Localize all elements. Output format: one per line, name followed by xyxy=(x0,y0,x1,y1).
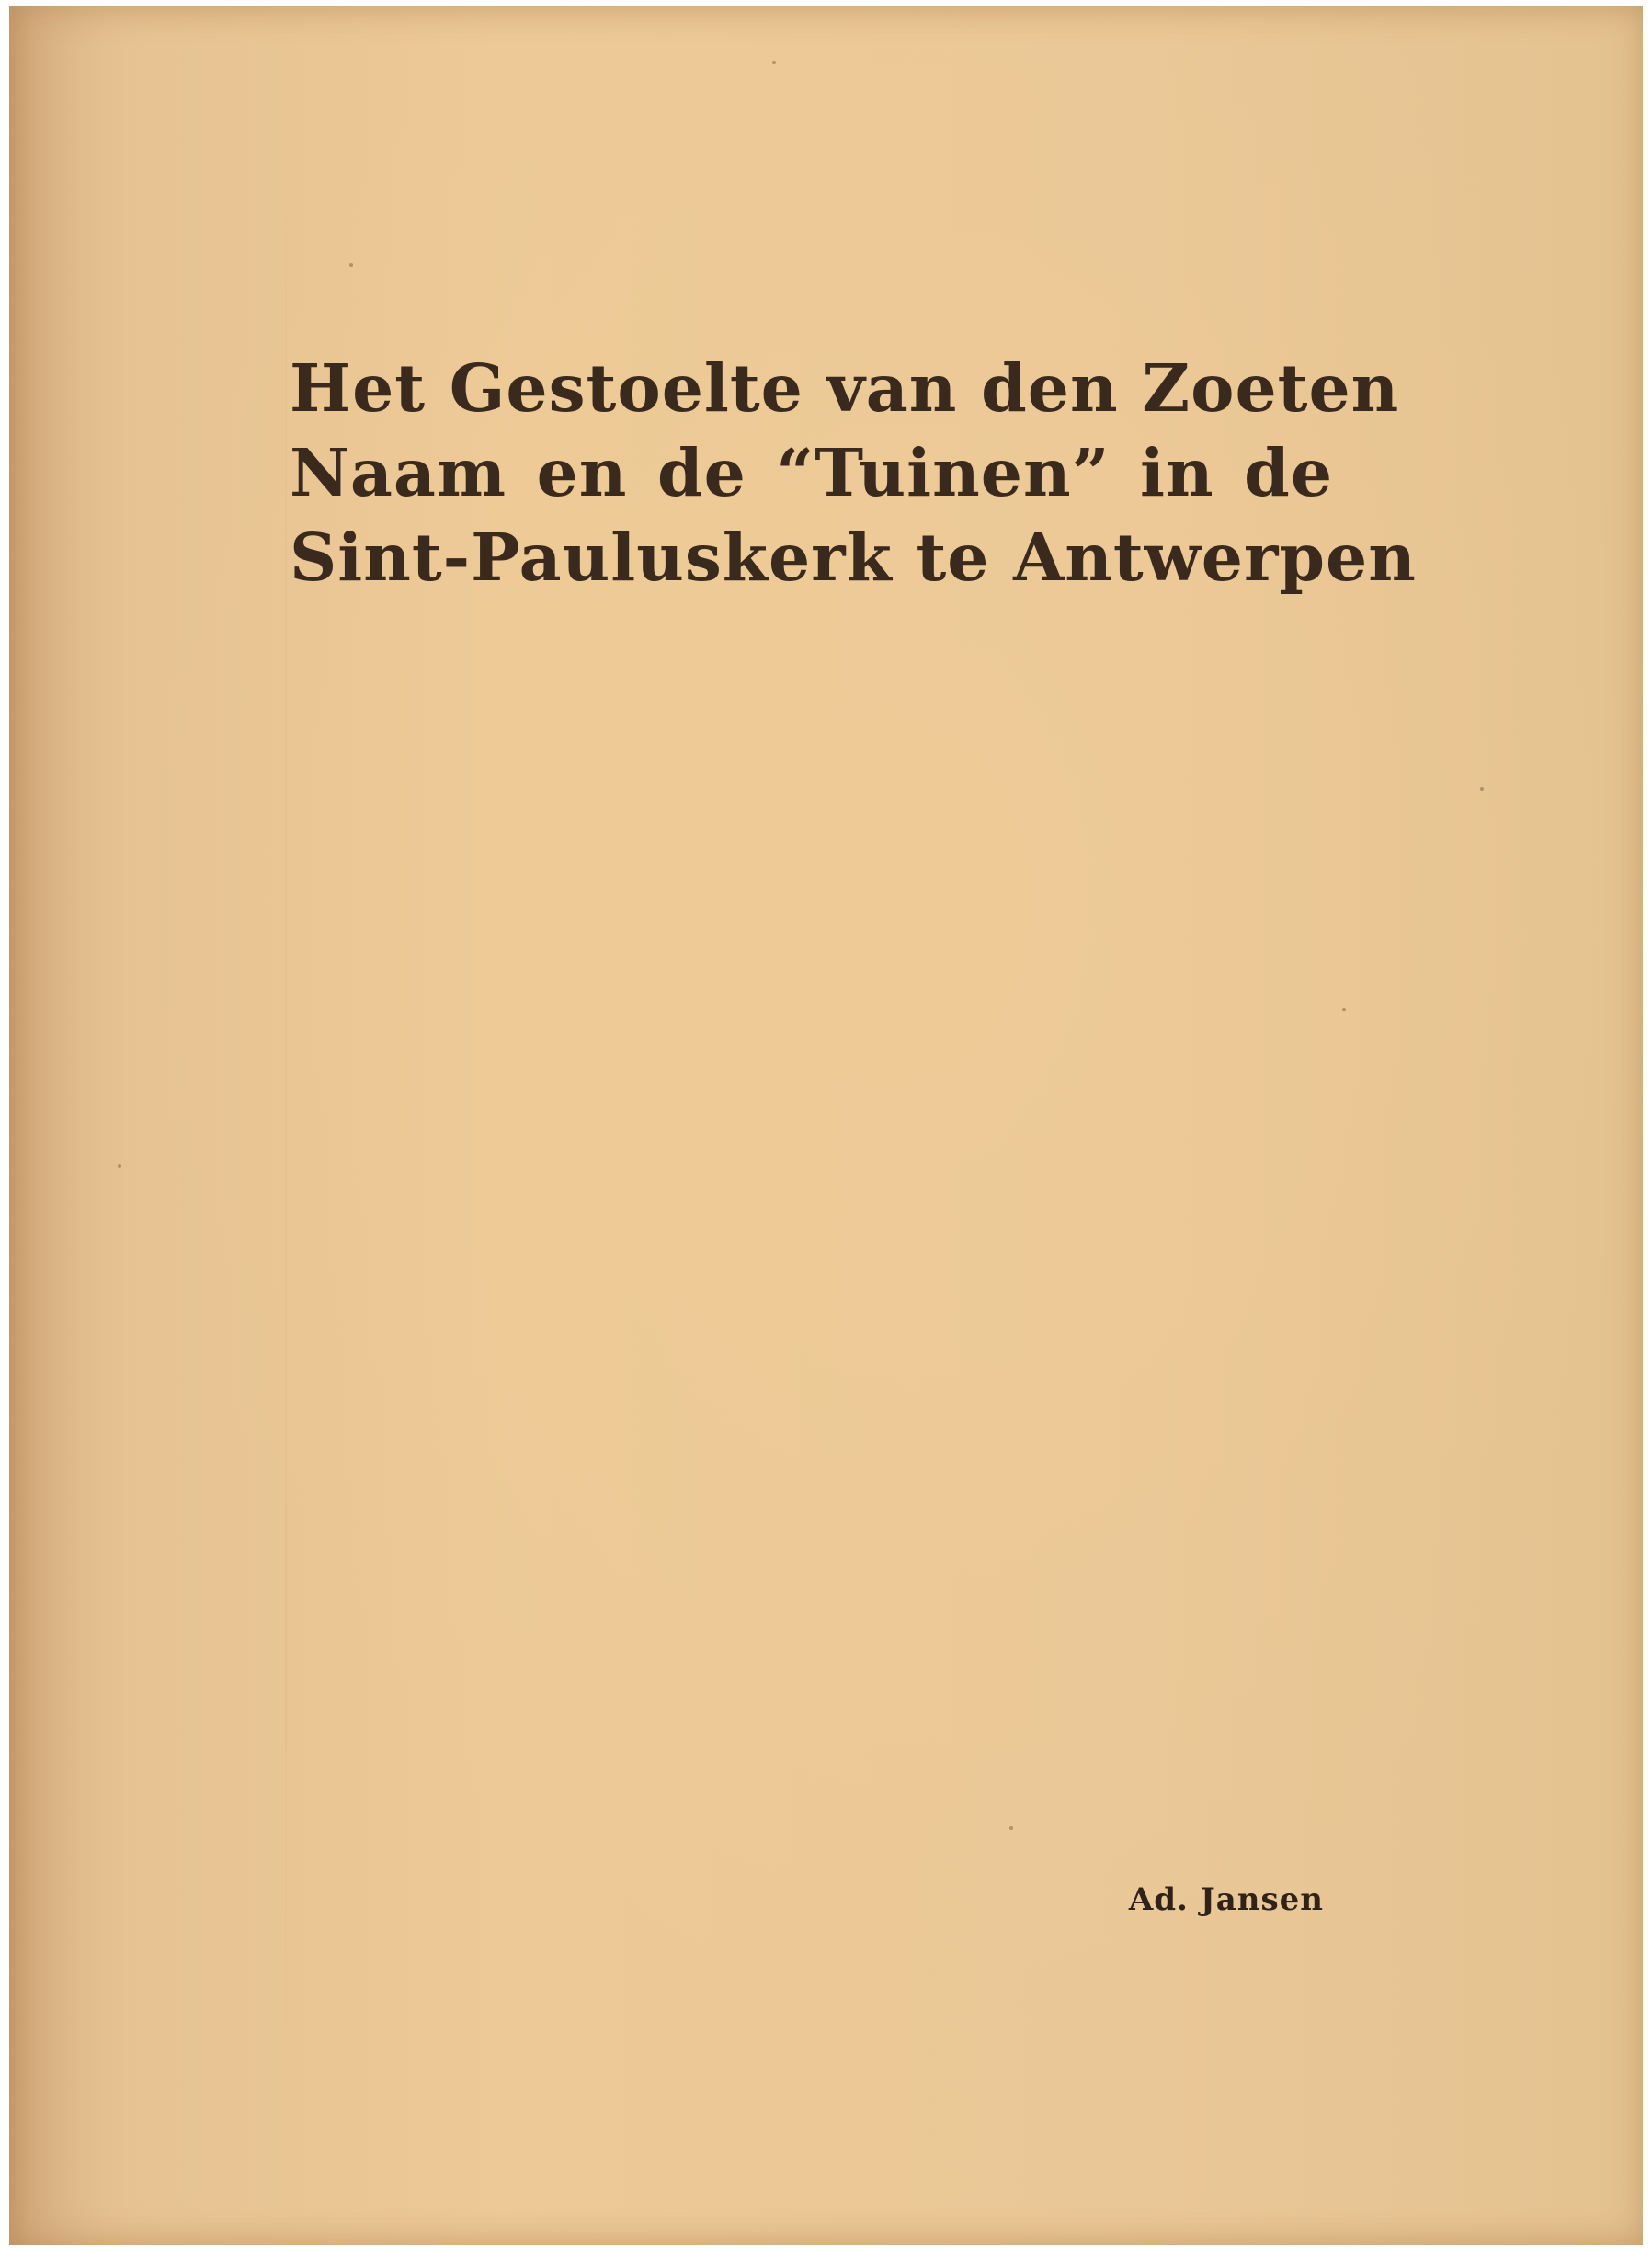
paper-fold xyxy=(285,6,287,2245)
spine-stain xyxy=(9,6,138,2245)
title-line-3: Sint-Pauluskerk te Antwerpen xyxy=(290,519,1417,596)
title-line-1: Het Gestoelte van den Zoeten xyxy=(290,349,1400,427)
book-cover xyxy=(9,6,1643,2245)
cover-author: Ad. Jansen xyxy=(1128,1881,1324,1918)
cover-title xyxy=(290,346,1417,600)
paper-speck xyxy=(1342,1008,1346,1011)
title-line-2: Naam en de “Tuinen” in de xyxy=(290,434,1333,511)
paper-speck xyxy=(772,61,776,64)
paper-speck xyxy=(349,263,353,267)
paper-speck xyxy=(1480,787,1484,791)
paper-speck xyxy=(1009,1826,1013,1830)
paper-speck xyxy=(118,1164,121,1168)
